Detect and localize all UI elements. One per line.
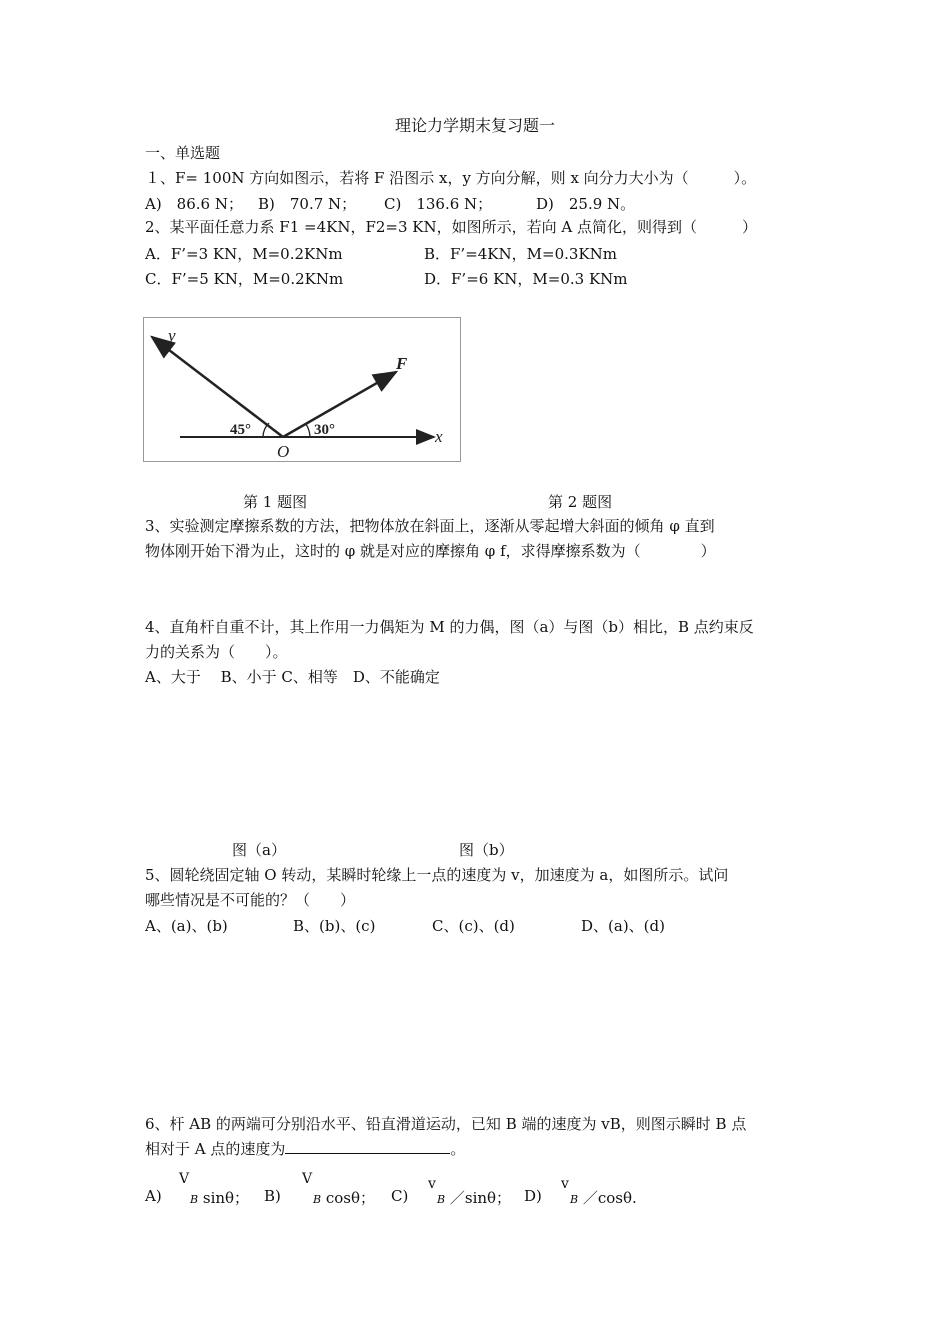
q6-line-2-prefix: 相对于 A 点的速度为 (145, 1140, 286, 1158)
q2-option-c: C．F’=5 KN，M=0.2KNm (145, 270, 344, 288)
figure-1-caption: 第 1 题图 (243, 493, 308, 511)
q1-option-d: D) 25.9 N。 (536, 195, 636, 213)
label-f: F (396, 354, 408, 373)
q1-option-c: C) 136.6 N； (384, 195, 493, 213)
q5-option-d: D、(a)、(d) (581, 917, 665, 935)
question-4-line-2: 力的关系为（ ）。 (145, 643, 288, 661)
question-5-line-2: 哪些情况是不可能的？（ ） (145, 891, 356, 909)
question-3-line-1: 3、实验测定摩擦系数的方法，把物体放在斜面上，逐渐从零起增大斜面的倾角 φ 直到 (145, 517, 715, 535)
q2-option-d: D．F’=6 KN，M=0.3 KNm (424, 270, 628, 288)
q2-option-a: A．F’=3 KN，M=0.2KNm (145, 245, 343, 263)
force-vector (283, 372, 396, 437)
figure-2-caption: 第 2 题图 (548, 493, 613, 511)
q6-option-a-rest: sinθ； (202, 1189, 250, 1207)
q6-option-b-sub: B (313, 1193, 322, 1206)
question-2-text: 2、某平面任意力系 F1 =4KN，F2=3 KN，如图所示，若向 A 点简化，则得到（ ） (145, 218, 758, 236)
page-title: 理论力学期末复习题一 (394, 116, 555, 135)
q6-option-a-letter: A) (145, 1187, 162, 1205)
figure-b-caption: 图（b） (459, 841, 514, 859)
q6-option-c-v: v (428, 1176, 436, 1192)
force-decomposition-diagram (144, 318, 460, 461)
question-6-line-1: 6、杆 AB 的两端可分别沿水平、铅直滑道运动，已知 B 端的速度为 vB，则图示瞬时 B 点 (145, 1115, 747, 1133)
label-origin: O (277, 442, 290, 461)
label-angle-30: 30° (314, 422, 335, 438)
q5-option-c: C、(c)、(d) (432, 917, 515, 935)
question-4-options: A、大于 B、小于 C、相等 D、不能确定 (145, 668, 440, 686)
q6-option-a-sub: B (190, 1193, 199, 1206)
q1-option-b: B) 70.7 N； (258, 195, 357, 213)
q6-option-c-letter: C) (391, 1187, 409, 1205)
question-5-line-1: 5、圆轮绕固定轴 O 转动，某瞬时轮缘上一点的速度为 v，加速度为 a，如图所示。试问 (145, 866, 729, 884)
section-heading: 一、单选题 (145, 144, 221, 162)
q6-option-d-sub: B (570, 1193, 579, 1206)
question-6-line-2 (145, 1139, 465, 1159)
figure-a-caption: 图（a） (232, 841, 286, 859)
q6-option-c-sub: B (437, 1193, 446, 1206)
q6-option-a-v: V (179, 1171, 190, 1187)
answer-blank (285, 1139, 450, 1154)
question-4-line-1: 4、直角杆自重不计，其上作用一力偶矩为 M 的力偶，图（a）与图（b）相比，B 点约束反 (145, 618, 754, 636)
q6-option-b-v: V (302, 1171, 313, 1187)
q6-option-d-letter: D) (524, 1187, 542, 1205)
label-angle-45: 45° (230, 422, 251, 438)
q5-option-a: A、(a)、(b) (145, 917, 228, 935)
angle-arc-right (306, 424, 310, 437)
q6-option-b-rest: cosθ； (325, 1189, 376, 1207)
q6-option-d-v: v (561, 1176, 569, 1192)
q6-option-d-rest: ／cosθ. (582, 1189, 637, 1207)
y-axis (152, 337, 283, 437)
q6-option-c-rest: ／sinθ； (449, 1189, 512, 1207)
label-x: x (435, 427, 443, 446)
q5-option-b: B、(b)、(c) (293, 917, 376, 935)
question-3-line-2: 物体刚开始下滑为止，这时的 φ 就是对应的摩擦角 φ f，求得摩擦系数为（ ） (145, 542, 716, 560)
question-1-text: １、F= 100N 方向如图示，若将 F 沿图示 x，y 方向分解，则 x 向分力大小为（ ）。 (145, 169, 757, 187)
figure-1 (143, 317, 461, 462)
q6-option-b-letter: B) (264, 1187, 281, 1205)
label-y: y (168, 326, 176, 345)
q1-option-a: A) 86.6 N； (145, 195, 243, 213)
q6-line-2-suffix: 。 (450, 1140, 466, 1158)
q2-option-b: B．F’=4KN，M=0.3KNm (424, 245, 617, 263)
